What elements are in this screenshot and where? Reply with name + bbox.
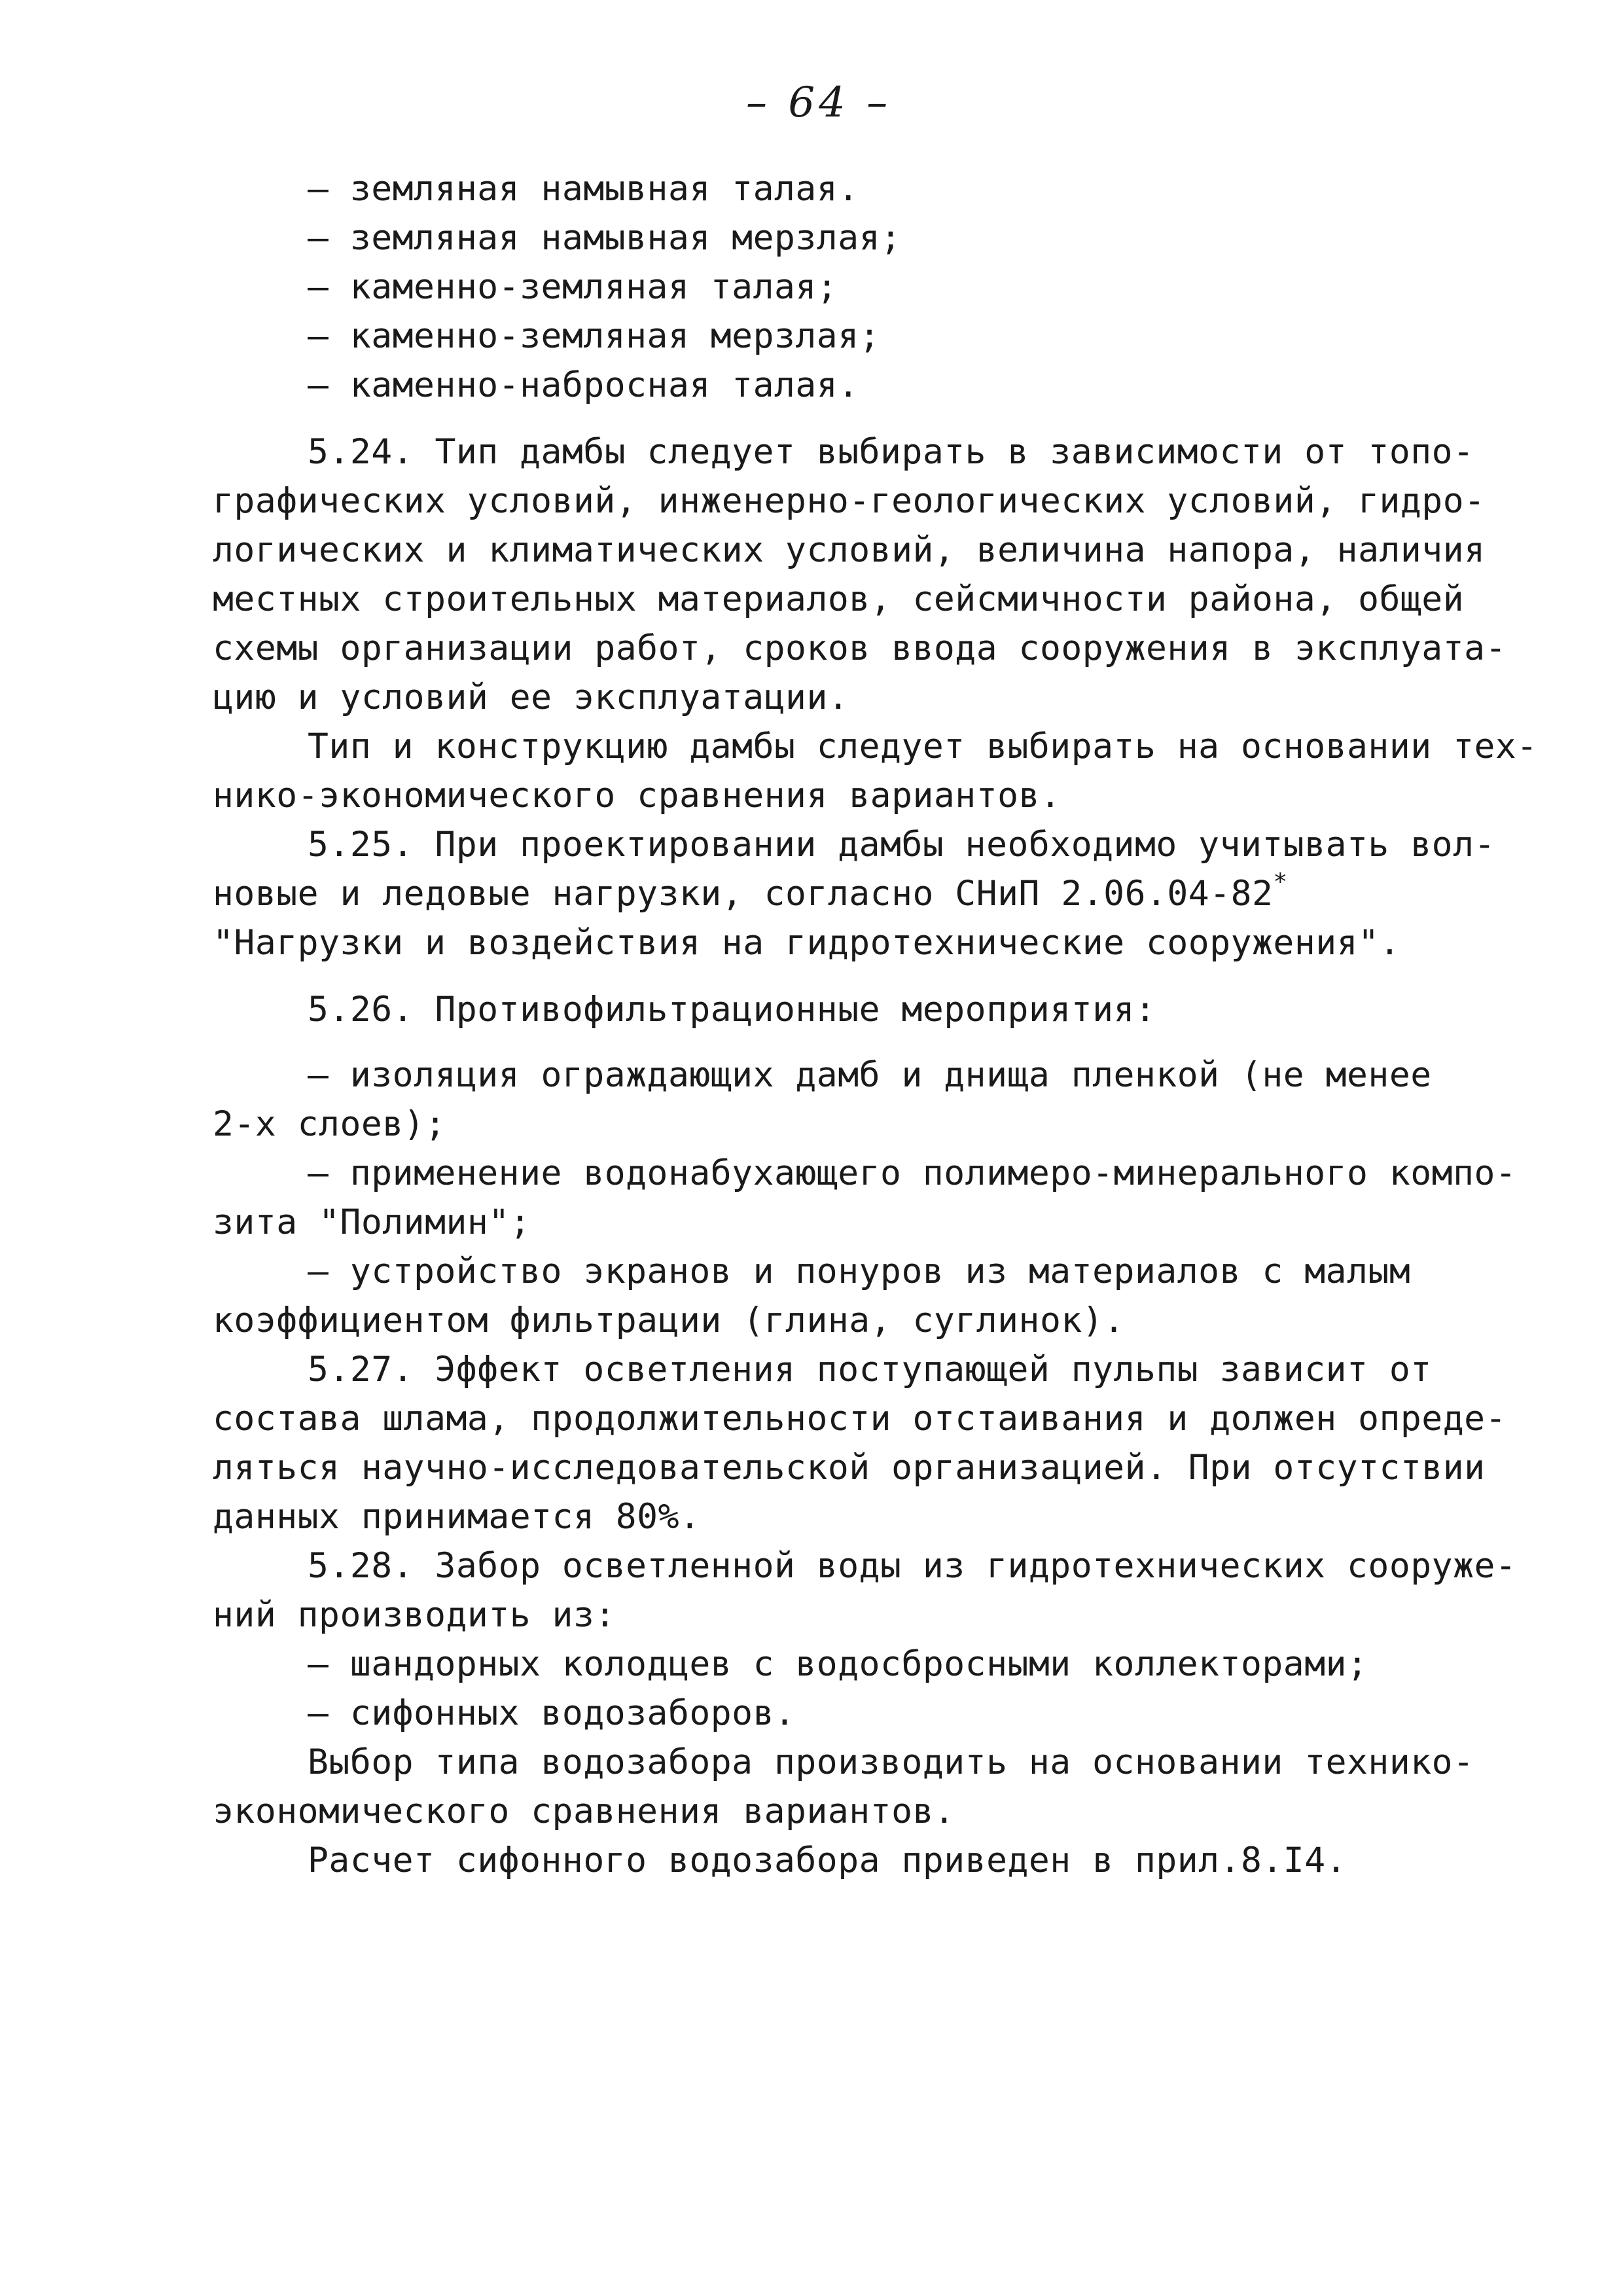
list-item: – изоляция ограждающих дамб и днища пленкой (не менее — [308, 1055, 1432, 1095]
list-item: зита "Полимин"; — [213, 1202, 531, 1242]
paragraph-line: 5.25. При проектировании дамбы необходимо учитывать вол- — [308, 825, 1495, 865]
paragraph-line: логических и климатических условий, величина напора, наличия — [213, 530, 1486, 570]
paragraph-line: цию и условий ее эксплуатации. — [213, 677, 849, 717]
paragraph-line: нико-экономического сравнения вариантов. — [213, 776, 1061, 816]
paragraph-line: 5.24. Тип дамбы следует выбирать в зависимости от топо- — [308, 432, 1474, 472]
list-item: – устройство экранов и понуров из материалов с малым — [308, 1251, 1411, 1291]
paragraph-line: "Нагрузки и воздействия на гидротехнические сооружения". — [213, 923, 1400, 963]
snip-reference: новые и ледовые нагрузки, согласно СНиП 2.06.04-82 — [213, 874, 1274, 914]
paragraph-line: ляться научно-исследовательской организацией. При отсутствии — [213, 1448, 1486, 1488]
paragraph-line: 5.28. Забор осветленной воды из гидротехнических сооруже- — [308, 1546, 1517, 1586]
paragraph-line: ний производить из: — [213, 1595, 616, 1635]
asterisk-mark: * — [1273, 869, 1288, 895]
paragraph-line: состава шлама, продолжительности отстаивания и должен опреде- — [213, 1399, 1507, 1439]
page-number: – 64 – — [746, 79, 892, 127]
list-item: – применение водонабухающего полимеро-минерального компо- — [308, 1153, 1517, 1193]
paragraph-line: 5.27. Эффект осветления поступающей пульпы зависит от — [308, 1350, 1432, 1390]
list-item: – земляная намывная талая. — [308, 169, 859, 209]
paragraph-line: графических условий, инженерно-геологических условий, гидро- — [213, 481, 1486, 521]
paragraph-line: Выбор типа водозабора производить на основании технико- — [308, 1742, 1474, 1782]
paragraph-line: Расчет сифонного водозабора приведен в прил.8.I4. — [308, 1840, 1347, 1880]
paragraph-line: Тип и конструкцию дамбы следует выбирать на основании тех- — [308, 726, 1538, 766]
list-item: – земляная намывная мерзлая; — [308, 218, 902, 258]
paragraph-line — [213, 869, 1288, 914]
list-item: 2-х слоев); — [213, 1104, 446, 1144]
paragraph-line: экономического сравнения вариантов. — [213, 1791, 955, 1831]
paragraph-line: схемы организации работ, сроков ввода сооружения в эксплуата- — [213, 628, 1507, 668]
list-item: – сифонных водозаборов. — [308, 1693, 796, 1733]
list-item: – каменно-набросная талая. — [308, 365, 859, 405]
paragraph-line: 5.26. Противофильтрационные мероприятия: — [308, 990, 1156, 1030]
list-item: – шандорных колодцев с водосбросными коллекторами; — [308, 1644, 1368, 1684]
paragraph-line: местных строительных материалов, сейсмичности района, общей — [213, 579, 1465, 619]
list-item: – каменно-земляная мерзлая; — [308, 316, 881, 356]
paragraph-line: данных принимается 80%. — [213, 1497, 701, 1537]
list-item: коэффициентом фильтрации (глина, суглинок). — [213, 1300, 1125, 1340]
list-item: – каменно-земляная талая; — [308, 267, 838, 307]
